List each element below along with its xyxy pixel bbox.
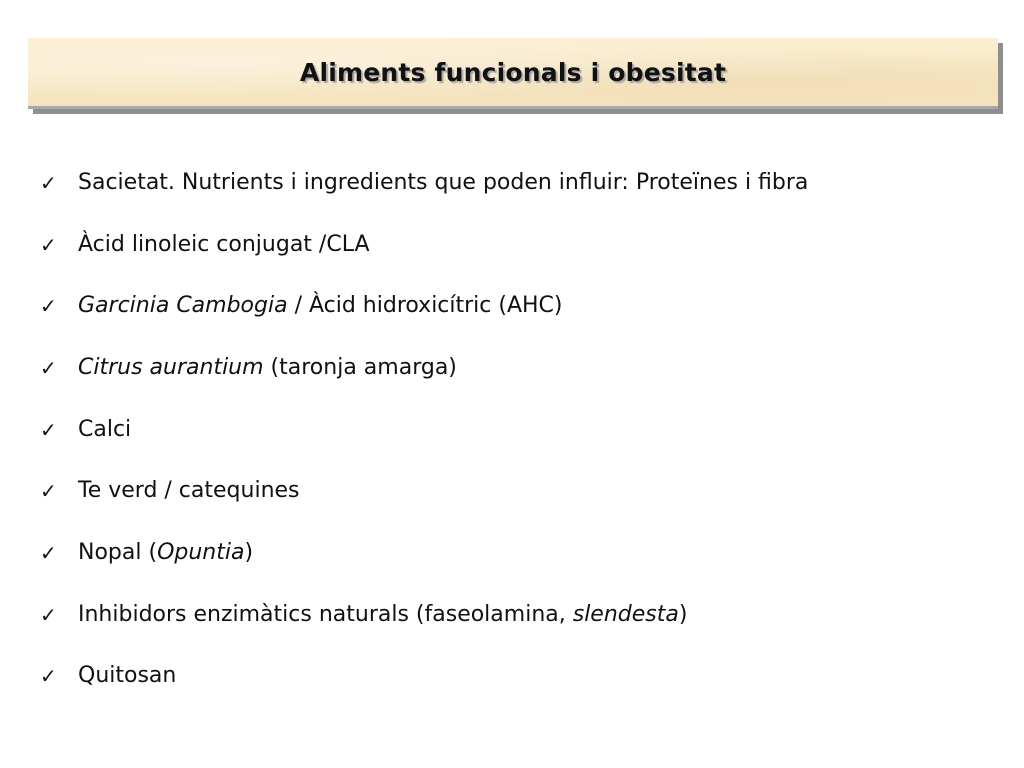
slide-title: Aliments funcionals i obesitat bbox=[299, 57, 727, 87]
check-icon: ✓ bbox=[40, 602, 57, 627]
item-text-segment: Sacietat. Nutrients i ingredients que poden influir: Proteïnes i fibra bbox=[78, 169, 809, 195]
item-text-segment: (taronja amarga) bbox=[263, 354, 457, 380]
item-text-segment: Àcid linoleic conjugat /CLA bbox=[78, 231, 370, 257]
list-item-text bbox=[78, 354, 457, 380]
list-item bbox=[40, 399, 808, 461]
check-icon: ✓ bbox=[40, 294, 57, 319]
list-item-text bbox=[78, 169, 809, 195]
item-text-segment: Nopal ( bbox=[78, 539, 158, 565]
list-item bbox=[40, 214, 808, 276]
item-text-italic: Citrus aurantium bbox=[78, 354, 264, 380]
check-icon: ✓ bbox=[40, 664, 57, 689]
item-text-italic: Garcinia Cambogia bbox=[78, 293, 288, 319]
check-icon: ✓ bbox=[40, 355, 57, 380]
list-item bbox=[40, 460, 808, 522]
list-item-text bbox=[78, 480, 300, 502]
item-text-segment: ) bbox=[678, 601, 688, 627]
list-item bbox=[40, 522, 808, 584]
title-banner bbox=[28, 38, 998, 109]
check-icon: ✓ bbox=[40, 232, 57, 257]
list-item-text bbox=[78, 539, 254, 565]
list-item-text bbox=[78, 231, 370, 257]
item-text-segment: Quitosan bbox=[78, 663, 177, 689]
list-item bbox=[40, 337, 808, 399]
check-icon: ✓ bbox=[40, 479, 57, 504]
check-icon: ✓ bbox=[40, 540, 57, 565]
item-text-segment: ) bbox=[244, 539, 254, 565]
list-item-text bbox=[78, 601, 688, 627]
bullet-list bbox=[40, 152, 808, 707]
list-item bbox=[40, 275, 808, 337]
list-item-text bbox=[78, 295, 563, 317]
item-text-segment: Calci bbox=[78, 416, 132, 442]
item-text-italic: slendesta bbox=[572, 601, 679, 627]
item-text-segment: Te verd / catequines bbox=[78, 478, 300, 504]
item-text-italic: Opuntia bbox=[157, 539, 245, 565]
list-item-text bbox=[78, 416, 132, 442]
check-icon: ✓ bbox=[40, 170, 57, 195]
item-text-segment: / Àcid hidroxicítric (AHC) bbox=[287, 293, 563, 319]
check-icon: ✓ bbox=[40, 417, 57, 442]
list-item bbox=[40, 152, 808, 214]
list-item-text bbox=[78, 665, 176, 687]
item-text-segment: Inhibidors enzimàtics naturals (faseolamina, bbox=[78, 601, 573, 627]
list-item bbox=[40, 584, 808, 646]
list-item bbox=[40, 646, 808, 708]
